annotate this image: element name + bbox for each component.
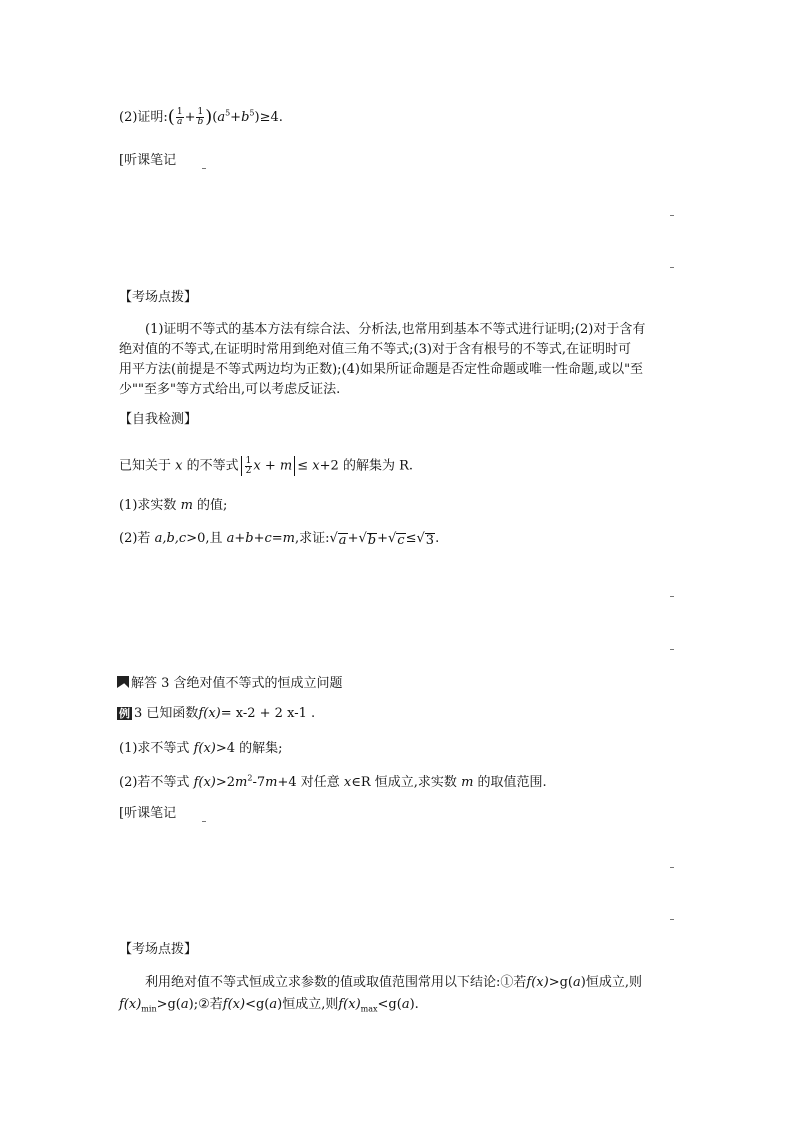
self-check-question: 已知关于 x 的不等式 $\frac{1}{2}$ x + m ≤ x+2 的解集为 R.: [119, 455, 414, 476]
sqrt-3: √ 3: [416, 531, 435, 548]
self-check-part1: (1)求实数 m 的值;: [119, 498, 228, 513]
blank-marker: [670, 649, 674, 650]
fraction-1-over-a: $\frac{1}{a}$: [176, 107, 183, 127]
section-heading: 【考场点拨】: [119, 290, 198, 305]
blank-marker: [670, 267, 674, 268]
problem-heading: 解答 3 含绝对值不等式的恒成立问题: [117, 676, 343, 692]
proof-prefix: (2)证明:: [119, 110, 168, 125]
section-heading: 【考场点拨】: [119, 942, 198, 957]
open-paren: (: [167, 106, 175, 128]
blank-marker: [670, 867, 674, 868]
fraction-half: $\frac{1}{2}$: [245, 455, 252, 476]
blank-marker: [670, 215, 674, 216]
sqrt-c: √ c: [388, 531, 405, 548]
close-paren: ): [205, 106, 213, 128]
problem-part2: (2)若不等式 $f(x)>2m^2-7m+4$ 对任意 x∈R 恒成立,求实数 m 的取值范围.: [119, 773, 547, 790]
abs-bar: [294, 456, 295, 476]
self-check-part2: (2)若 a,b,c>0,且 a+b+c=m,求证: √ a + √ b + √ c ≤ √ 3 .: [119, 531, 440, 548]
notes-label: [听课笔记: [119, 153, 177, 168]
blank-marker: [670, 596, 674, 597]
tips-line-2: $f(x)_{min}>g(a);②$若f(x)<g(a)恒成立,则$f(x)_{max}<g(a)$.: [119, 997, 419, 1014]
notes-label: [听课笔记: [119, 806, 177, 821]
blank-marker: [202, 168, 206, 169]
section-flag-icon: [117, 676, 129, 688]
sqrt-a: √ a: [329, 531, 347, 548]
problem-part1: (1)求不等式 f(x)>4 的解集;: [119, 741, 283, 756]
section-heading: 【自我检测】: [119, 412, 198, 427]
blank-marker: [670, 919, 674, 920]
tips-paragraph: (1)证明不等式的基本方法有综合法、分析法,也常用到基本不等式进行证明;(2)对于含有 绝对值的不等式,在证明时常用到绝对值三角不等式;(3)对于含有根号的不等式,在证明时可 用平方法(前提是不等式两边均为正数);(4)如果所证命题是否定性命题或唯一性命题,或以"至 少""至多"等方式给出,可以考虑反证法.: [119, 322, 646, 397]
proof-line: (2)证明:( $\frac{1}{a}$ + $\frac{1}{b}$ )$(a^5+b^5)\ge 4$.: [119, 106, 283, 128]
example-statement: 例 3 已知函数f(x)= x-2 + 2 x-1 .: [119, 706, 316, 721]
abs-bar: [241, 456, 242, 476]
blank-marker: [202, 821, 206, 822]
fraction-1-over-b: $\frac{1}{b}$: [197, 107, 204, 127]
sqrt-b: √ b: [358, 531, 377, 548]
tips-line-1: 利用绝对值不等式恒成立求参数的值或取值范围常用以下结论:①若f(x)>g(a)恒成立,则: [145, 975, 642, 990]
example-label-icon: 例: [119, 707, 130, 720]
